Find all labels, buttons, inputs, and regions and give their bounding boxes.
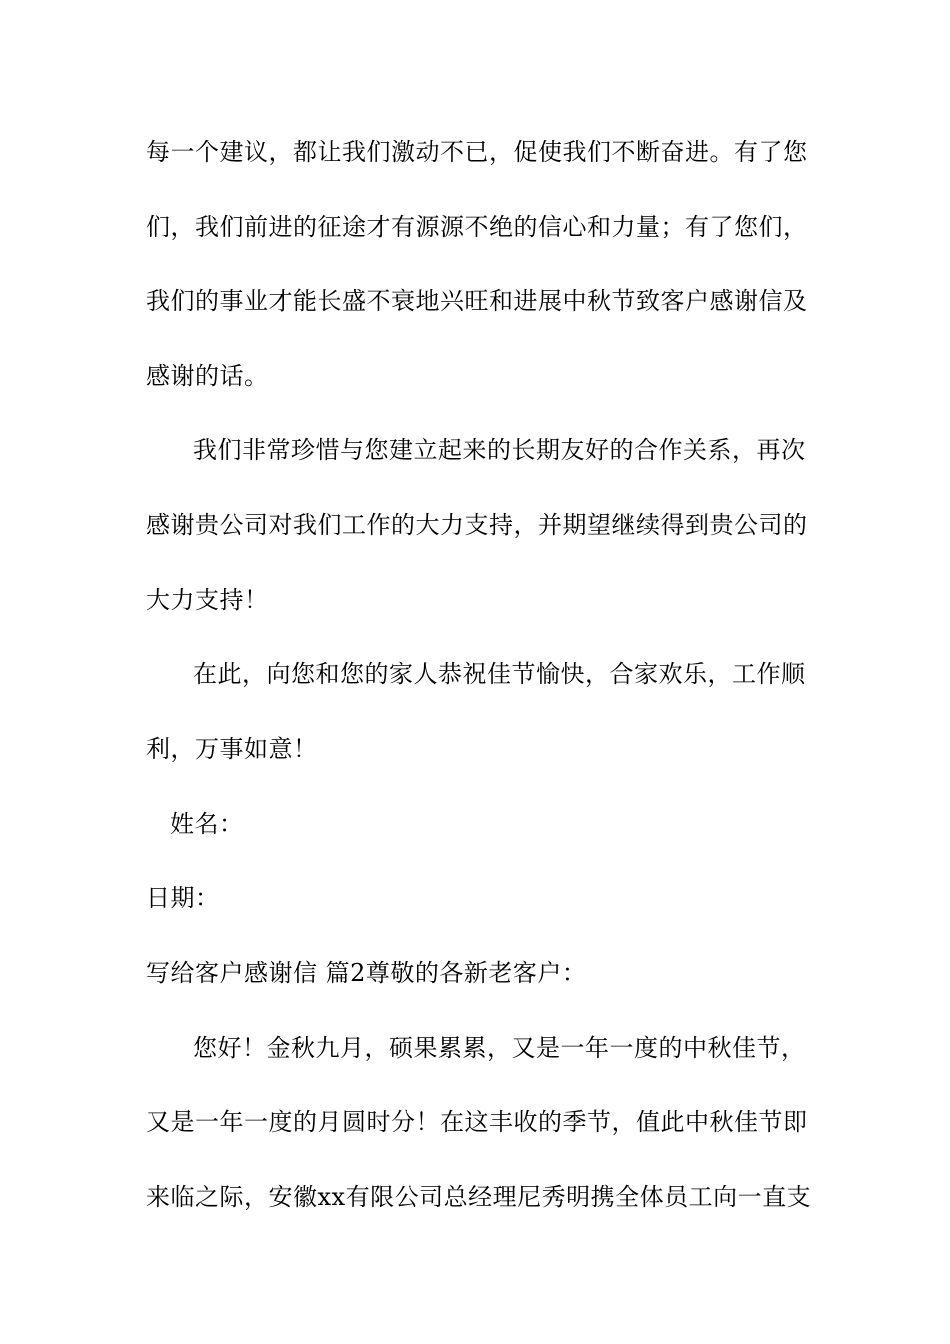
section-heading: 写给客户感谢信 篇2尊敬的各新老客户： [146, 959, 587, 987]
paragraph-line: 我们非常珍惜与您建立起来的长期友好的合作关系，再次 [193, 436, 806, 464]
paragraph-line: 感谢的话。 [146, 362, 269, 390]
paragraph-line: 感谢贵公司对我们工作的大力支持，并期望继续得到贵公司的 [146, 511, 808, 539]
paragraph-line: 我们的事业才能长盛不衰地兴旺和进展中秋节致客户感谢信及 [146, 287, 808, 315]
paragraph-line: 们，我们前进的征途才有源源不绝的信心和力量；有了您们， [146, 213, 808, 241]
paragraph-line: 大力支持！ [146, 586, 269, 614]
paragraph-line: 在此，向您和您的家人恭祝佳节愉快，合家欢乐，工作顺 [193, 660, 806, 688]
paragraph-line: 您好！金秋九月，硕果累累，又是一年一度的中秋佳节， [193, 1034, 806, 1062]
paragraph-line: 每一个建议，都让我们激动不已，促使我们不断奋进。有了您 [146, 138, 808, 166]
signature-date-label: 日期： [146, 884, 220, 912]
paragraph-line: 利，万事如意！ [146, 735, 318, 763]
paragraph-line: 又是一年一度的月圆时分！在这丰收的季节，值此中秋佳节即 [146, 1108, 808, 1136]
signature-name-label: 姓名： [170, 810, 244, 838]
paragraph-line: 来临之际，安徽xx有限公司总经理尼秀明携全体员工向一直支 [146, 1183, 812, 1211]
